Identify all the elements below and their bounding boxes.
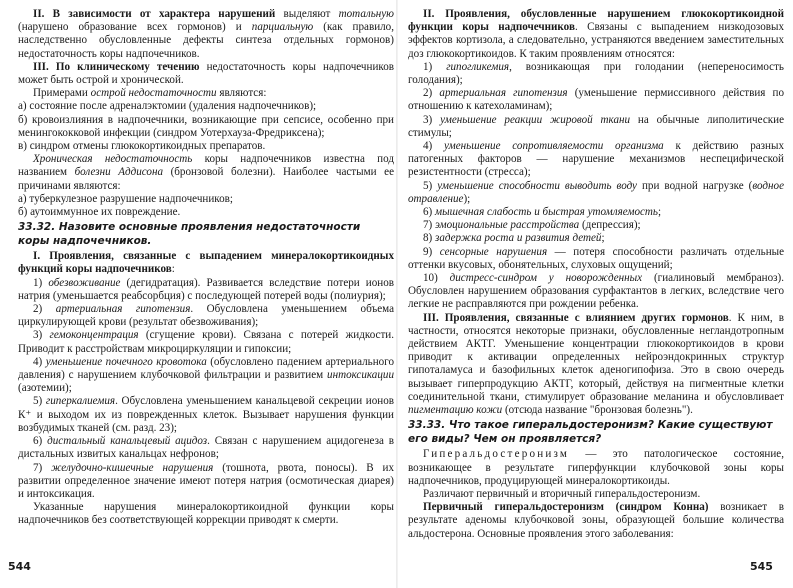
text-run: выделяют (275, 8, 339, 20)
text-run: 5) (423, 179, 438, 192)
text-run: при водной нагрузке ( (636, 179, 753, 192)
italic-run: артериальная гипотензия (439, 87, 568, 100)
paragraph (408, 232, 784, 245)
right-text-column (408, 8, 784, 541)
paragraph (18, 140, 394, 153)
italic-run: уменьшение реакции жировой ткани (440, 113, 631, 126)
paragraph (408, 114, 784, 140)
text-run: 3) (33, 329, 50, 342)
text-run: 1) (423, 60, 447, 73)
paragraph (408, 312, 784, 418)
text-run: 2) (423, 87, 440, 100)
italic-run: уменьшение сопротивляемости организма (444, 140, 664, 153)
left-text-column (18, 8, 394, 528)
text-run: Примерами (33, 87, 91, 100)
bold-run: I. Проявления, связанные с выпадением минералокортикоидных функций коры надпочечников (18, 250, 394, 276)
paragraph (18, 153, 394, 193)
paragraph (408, 501, 784, 541)
question-heading (408, 419, 784, 446)
bold-run: Первичный гиперальдостеронизм (синдром Конна) (423, 501, 709, 514)
text-run: — потеря способности различать отдельные оттенки вкусовых, обонятельных, слуховых ощущений; (408, 245, 785, 271)
paragraph (18, 61, 394, 87)
right-page (408, 0, 784, 588)
paragraph (408, 8, 784, 61)
text-run: ); (463, 192, 471, 205)
text-run: 9) (423, 245, 440, 258)
text-run: 8) (423, 232, 436, 245)
paragraph (18, 435, 394, 461)
paragraph (408, 246, 784, 272)
paragraph (18, 329, 394, 355)
paragraph (18, 356, 394, 396)
text-run: б) аутоиммунное их повреждение. (18, 206, 181, 219)
bold-run: II. Проявления, обусловленные нарушением глюкокортикоидной функции коры надпочечников (408, 8, 784, 34)
paragraph (18, 501, 394, 527)
left-page (18, 0, 394, 588)
text-run: на обычные липолитические стимулы; (408, 113, 784, 139)
italic-run: гиперкалиемия (45, 395, 116, 408)
text-run: являются: (216, 87, 267, 100)
text-run: (гиалиновый мембраноз). Обусловлен нарушением образования сурфактантов в легких, вследствие чего легкие не расправляются при рождении ребенка. (408, 272, 784, 311)
text-run: Различают первичный и вторичный гиперальдостеронизм. (423, 487, 701, 500)
text-run: . Связан с нарушением ацидогенеза в дистальных извитых канальцах нефронов; (18, 435, 394, 461)
italic-run: гемоконцентрация (49, 329, 139, 342)
text-run: . Обусловлена уменьшением объема циркулирующей крови (результат обезвоживания); (18, 303, 394, 329)
paragraph (18, 87, 394, 100)
text-run: Гиперальдостеронизм (423, 448, 570, 461)
text-run: 10) (423, 272, 450, 285)
italic-run: задержка роста и развития детей (435, 232, 602, 245)
italic-run: пигментацию кожи (408, 404, 503, 417)
bold-run: III. Проявления, связанные с влиянием других гормонов (423, 311, 729, 324)
text-run: 2) (33, 303, 56, 316)
text-run: ; (657, 206, 662, 219)
italic-run: парциальную (251, 21, 314, 34)
text-run: . Обусловлена уменьшением канальцевой секреции ионов К⁺ и выходом их из поврежденных клеток. Вызывает нарушения функции возбудимых тканей (см. разд. 23); (18, 395, 394, 434)
text-run: 5) (33, 395, 46, 408)
text-run: (депрессия); (579, 219, 641, 232)
text-run: : (171, 263, 175, 276)
paragraph (408, 180, 784, 206)
italic-run: тотальную (338, 8, 394, 20)
text-run: (нарушено образование всех гормонов) и (18, 21, 252, 34)
text-run: (отсюда название "бронзовая болезнь"). (502, 404, 693, 417)
paragraph (18, 250, 394, 276)
italic-run: болезни Аддисона (74, 166, 164, 179)
text-run: недостаточность коры надпочечников может быть острой и хронической. (18, 60, 394, 87)
left-page-number: 544 (8, 560, 31, 573)
italic-run: интоксикации (327, 369, 394, 382)
italic-run: Хроническая недостаточность (33, 153, 193, 166)
text-run: . К ним, в частности, относятся некоторые признаки, обусловленные негландотропным действием АКТГ. Уменьшение концентрации глюкокортикоидов в крови приводит к активации определенных нейроэндокринных структур гипоталамуса и базофильных клеток аденогипофиза. Это в свою очередь вызывает гиперпродукцию АКТГ, который, действуя на пигментные клетки соединительной ткани, стимулирует образование меланина и обусловливает (408, 311, 784, 403)
text-run: возникает в результате аденомы клубочковой зоны, образующей большие количества альдостерона. Основные проявления этого заболевания: (408, 501, 785, 540)
italic-run: артериальная гипотензия (55, 303, 191, 316)
text-run: (азотемии); (18, 382, 72, 395)
italic-run: водное отравление (408, 179, 784, 205)
text-run: 3) (423, 113, 441, 126)
text-run: в) синдром отмены глюкокортикоидных препаратов. (18, 140, 266, 153)
paragraph (408, 61, 784, 87)
italic-run: уменьшение способности выводить воду (437, 179, 637, 192)
text-run: , возникающая при голодании (непереносимость голодания); (408, 60, 784, 87)
italic-run: дистресс-синдром у новорожденных (449, 272, 643, 285)
text-run: Указанные нарушения минералокортикоидной функции коры надпочечников без соответствующей коррекции приводят к смерти. (18, 501, 394, 527)
italic-run: гипогликемия (446, 60, 510, 73)
paragraph (18, 395, 394, 435)
paragraph (408, 219, 784, 232)
paragraph (408, 87, 784, 113)
text-run: 6) (33, 435, 48, 448)
text-run: а) состояние после адреналэктомии (удаления надпочечников); (18, 100, 317, 113)
italic-run: мышечная слабость и быстрая утомляемость (435, 206, 658, 219)
text-run: (обусловлено падением артериального давления) с нарушением клубочковой фильтрации и развитием (18, 355, 394, 382)
italic-run: острой недостаточности (90, 87, 217, 100)
text-run: (дегидратация). Развивается вследствие потери ионов натрия (уменьшается реабсорбция) с последующей потерей воды (полиурия); (18, 276, 395, 302)
text-run: коры надпочечников известна под названием (18, 153, 394, 179)
paragraph (408, 448, 784, 488)
italic-run: обезвоживание (48, 276, 121, 289)
paragraph (18, 100, 394, 113)
italic-run: желудочно-кишечные нарушения (51, 461, 214, 474)
paragraph (408, 272, 784, 312)
text-run: 4) (423, 140, 445, 153)
text-run: 7) (33, 461, 52, 474)
text-run: (как правило, наследственно обусловленные дефекты синтеза отдельных гормонов) недостаточность коры надпочечников. (18, 21, 394, 60)
text-run: 33.33. Что такое гиперальдостеронизм? Какие существуют его виды? Чем он проявляется? (408, 419, 773, 445)
text-run: к действию разных патогенных факторов — нарушение механизмов неспецифической резистентности (стресса); (408, 140, 784, 179)
text-run: (тошнота, рвота, поносы). В их развитии определенное значение имеют потеря натрия (осмотическая диарея) и интоксикация. (18, 461, 394, 500)
bold-run: II. В зависимости от характера нарушений (33, 8, 276, 20)
right-page-number: 545 (750, 560, 773, 573)
question-heading (18, 221, 394, 248)
text-run: а) туберкулезное разрушение надпочечников; (18, 192, 233, 205)
text-run: (уменьшение пермиссивного действия по отношению к катехоламинам); (408, 87, 784, 113)
paragraph (408, 206, 784, 219)
paragraph (408, 488, 784, 501)
text-run: 1) (33, 276, 49, 289)
text-run: б) кровоизлияния в надпочечники, возникающие при сепсисе, особенно при менингококковой инфекции (синдром Уотерхауза-Фредриксена); (18, 113, 394, 139)
paragraph (18, 462, 394, 502)
italic-run: дистальный канальцевый ацидоз (47, 435, 208, 448)
paragraph (18, 8, 394, 61)
page-gutter (396, 0, 398, 588)
italic-run: эмоциональные расстройства (435, 219, 580, 232)
bold-run: III. По клиническому течению (33, 60, 200, 73)
paragraph (18, 193, 394, 206)
paragraph (18, 206, 394, 219)
text-run: ; (601, 232, 605, 245)
text-run: 7) (423, 219, 436, 232)
text-run: 33.32. Назовите основные проявления недостаточности коры надпочечников. (18, 221, 361, 247)
italic-run: сенсорные нарушения (439, 245, 548, 258)
italic-run: уменьшение почечного кровотока (45, 355, 207, 368)
text-run: (бронзовой болезни). Наиболее частыми ее причинами являются: (18, 166, 394, 192)
text-run: — это патологическое состояние, возникающее в результате гиперфункции клубочковой зоны коры надпочечников, продуцирующей минералокортикоиды. (408, 448, 784, 487)
text-run: 4) (33, 355, 46, 368)
paragraph (18, 277, 394, 303)
text-run: (сгущение крови). Связана с потерей жидкости. Приводит к расстройствам микроциркуляции и гипоксии; (18, 329, 395, 355)
text-run: . Связаны с выпадением низкодозовых эффектов кортизола, а следовательно, устраняются введением заместительных доз глюкокортикоидов. К таким проявлениям относятся: (408, 21, 785, 60)
text-run: 6) (423, 206, 436, 219)
paragraph (408, 140, 784, 180)
paragraph (18, 114, 394, 140)
paragraph (18, 303, 394, 329)
